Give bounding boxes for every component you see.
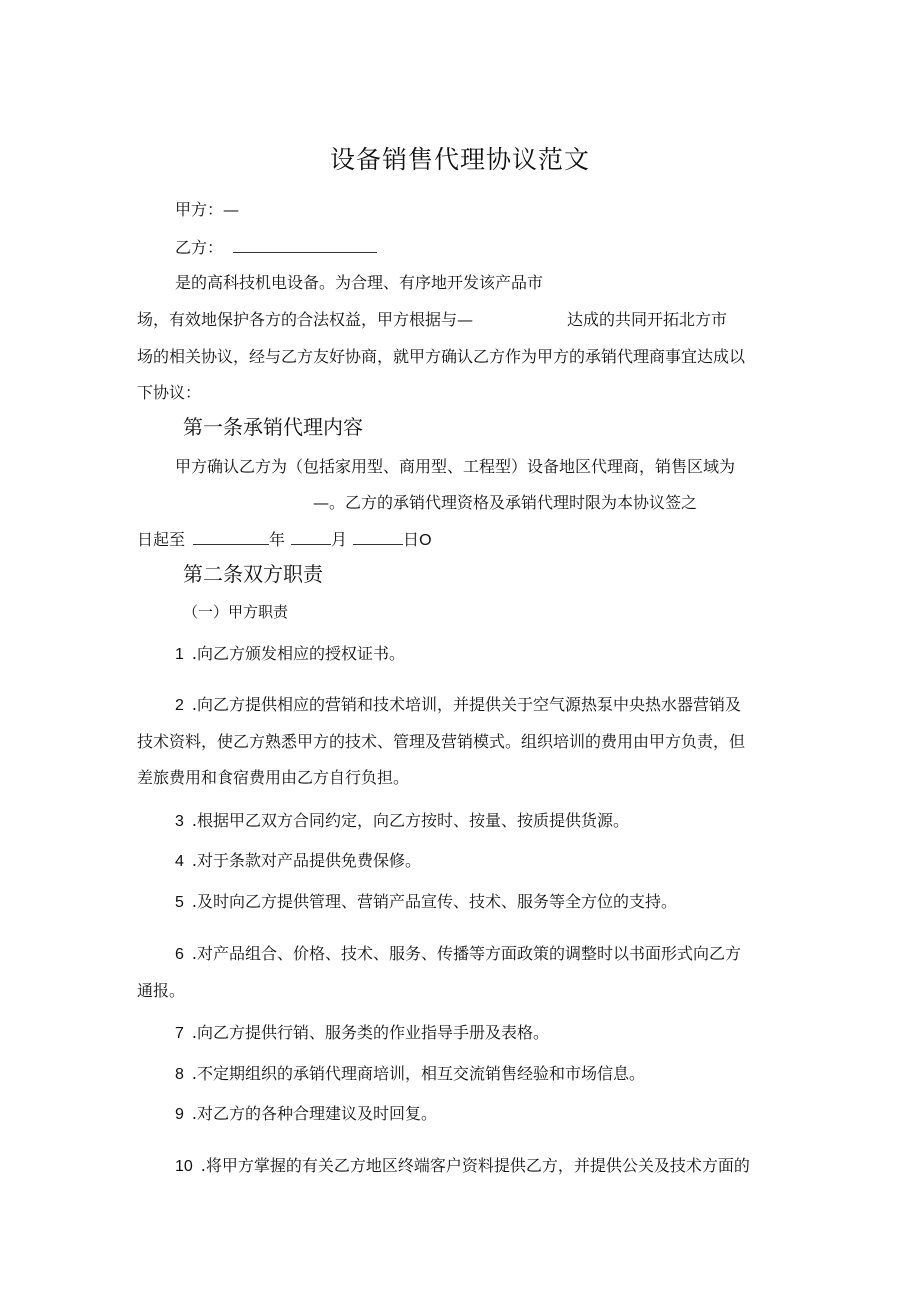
duty-item-4 bbox=[175, 850, 421, 873]
duty-item-text: .将甲方掌握的有关乙方地区终端客户资料提供乙方，并提供公关及技术方面的 bbox=[200, 1156, 750, 1175]
duty-item-7 bbox=[175, 1022, 549, 1045]
day-label: 日 bbox=[403, 530, 420, 549]
duty-item-text: .根据甲乙双方合同约定，向乙方按时、按量、按质提供货源。 bbox=[191, 811, 629, 830]
party-b-label: 乙方： bbox=[175, 238, 224, 257]
duty-item-text: .向乙方提供相应的营销和技术培训，并提供关于空气源热泵中央热水器营销及 bbox=[191, 695, 741, 714]
document-title: 设备销售代理协议范文 bbox=[329, 145, 590, 174]
intro-line-4: 下协议： bbox=[137, 383, 202, 402]
duty-item-6 bbox=[175, 943, 741, 966]
duty-item-8 bbox=[175, 1063, 645, 1086]
intro-line-2b: 达成的共同开拓北方市 bbox=[567, 310, 728, 329]
duty-item-number: 9 bbox=[175, 1106, 184, 1123]
duty-item-text: .及时向乙方提供管理、营销产品宣传、技术、服务等全方位的支持。 bbox=[191, 892, 677, 911]
intro-line-2a: 场，有效地保护各方的合法权益，甲方根据与— bbox=[137, 310, 474, 329]
duty-item-number: 8 bbox=[175, 1066, 184, 1083]
article-1-heading: 第一条承销代理内容 bbox=[183, 415, 363, 439]
year-blank bbox=[193, 528, 269, 545]
duty-item-5 bbox=[175, 891, 677, 914]
year-label: 年 bbox=[269, 530, 286, 549]
duty-item-number: 7 bbox=[175, 1025, 184, 1042]
intro-line-3: 场的相关协议，经与乙方友好协商，就甲方确认乙方作为甲方的承销代理商事宜达成以 bbox=[137, 347, 746, 366]
duty-item-number: 1 bbox=[175, 646, 184, 663]
article-1-line-2: —。乙方的承销代理资格及承销代理时限为本协议签之 bbox=[313, 493, 698, 512]
duty-item-2-cont-2: 差旅费用和食宿费用由乙方自行负担。 bbox=[137, 768, 410, 787]
duty-item-3 bbox=[175, 810, 629, 833]
article-1-line-1: 甲方确认乙方为（包括家用型、商用型、工程型）设备地区代理商，销售区域为 bbox=[175, 457, 736, 476]
duty-item-number: 3 bbox=[175, 813, 184, 830]
article-1-date-line bbox=[137, 528, 432, 552]
month-label: 月 bbox=[331, 530, 348, 549]
party-b-blank bbox=[233, 236, 377, 253]
intro-line-2 bbox=[137, 309, 727, 331]
duty-item-number: 4 bbox=[175, 853, 184, 870]
article-2-subheading: （一）甲方职责 bbox=[183, 603, 289, 621]
duty-item-text: .向乙方颁发相应的授权证书。 bbox=[191, 644, 405, 663]
day-blank bbox=[353, 528, 403, 545]
intro-line-1: 是的高科技机电设备。为合理、有序地开发该产品市 bbox=[175, 273, 544, 292]
duty-item-number: 5 bbox=[175, 894, 184, 911]
duty-item-text: .向乙方提供行销、服务类的作业指导手册及表格。 bbox=[191, 1023, 549, 1042]
duty-item-1 bbox=[175, 643, 405, 666]
duty-item-text: .不定期组织的承销代理商培训，相互交流销售经验和市场信息。 bbox=[191, 1064, 645, 1083]
duty-item-2 bbox=[175, 694, 741, 717]
party-a-line: 甲方：— bbox=[175, 200, 240, 219]
duty-item-text: .对产品组合、价格、技术、服务、传播等方面政策的调整时以书面形式向乙方 bbox=[191, 944, 741, 963]
duty-item-number: 2 bbox=[175, 697, 184, 714]
duty-item-6-cont-1: 通报。 bbox=[137, 981, 186, 1000]
duty-item-10 bbox=[175, 1155, 750, 1178]
duty-item-number: 6 bbox=[175, 946, 184, 963]
party-b-line bbox=[175, 236, 377, 259]
duty-item-text: .对于条款对产品提供免费保修。 bbox=[191, 851, 421, 870]
duty-item-9 bbox=[175, 1103, 437, 1126]
duty-item-number: 10 bbox=[175, 1158, 193, 1175]
duty-item-text: .对乙方的各种合理建议及时回复。 bbox=[191, 1104, 437, 1123]
end-mark: O bbox=[419, 532, 432, 549]
month-blank bbox=[291, 528, 331, 545]
date-start-label: 日起至 bbox=[137, 530, 186, 549]
article-2-heading: 第二条双方职责 bbox=[183, 562, 323, 586]
duty-item-2-cont-1: 技术资料，使乙方熟悉甲方的技术、管理及营销模式。组织培训的费用由甲方负责，但 bbox=[137, 732, 746, 751]
